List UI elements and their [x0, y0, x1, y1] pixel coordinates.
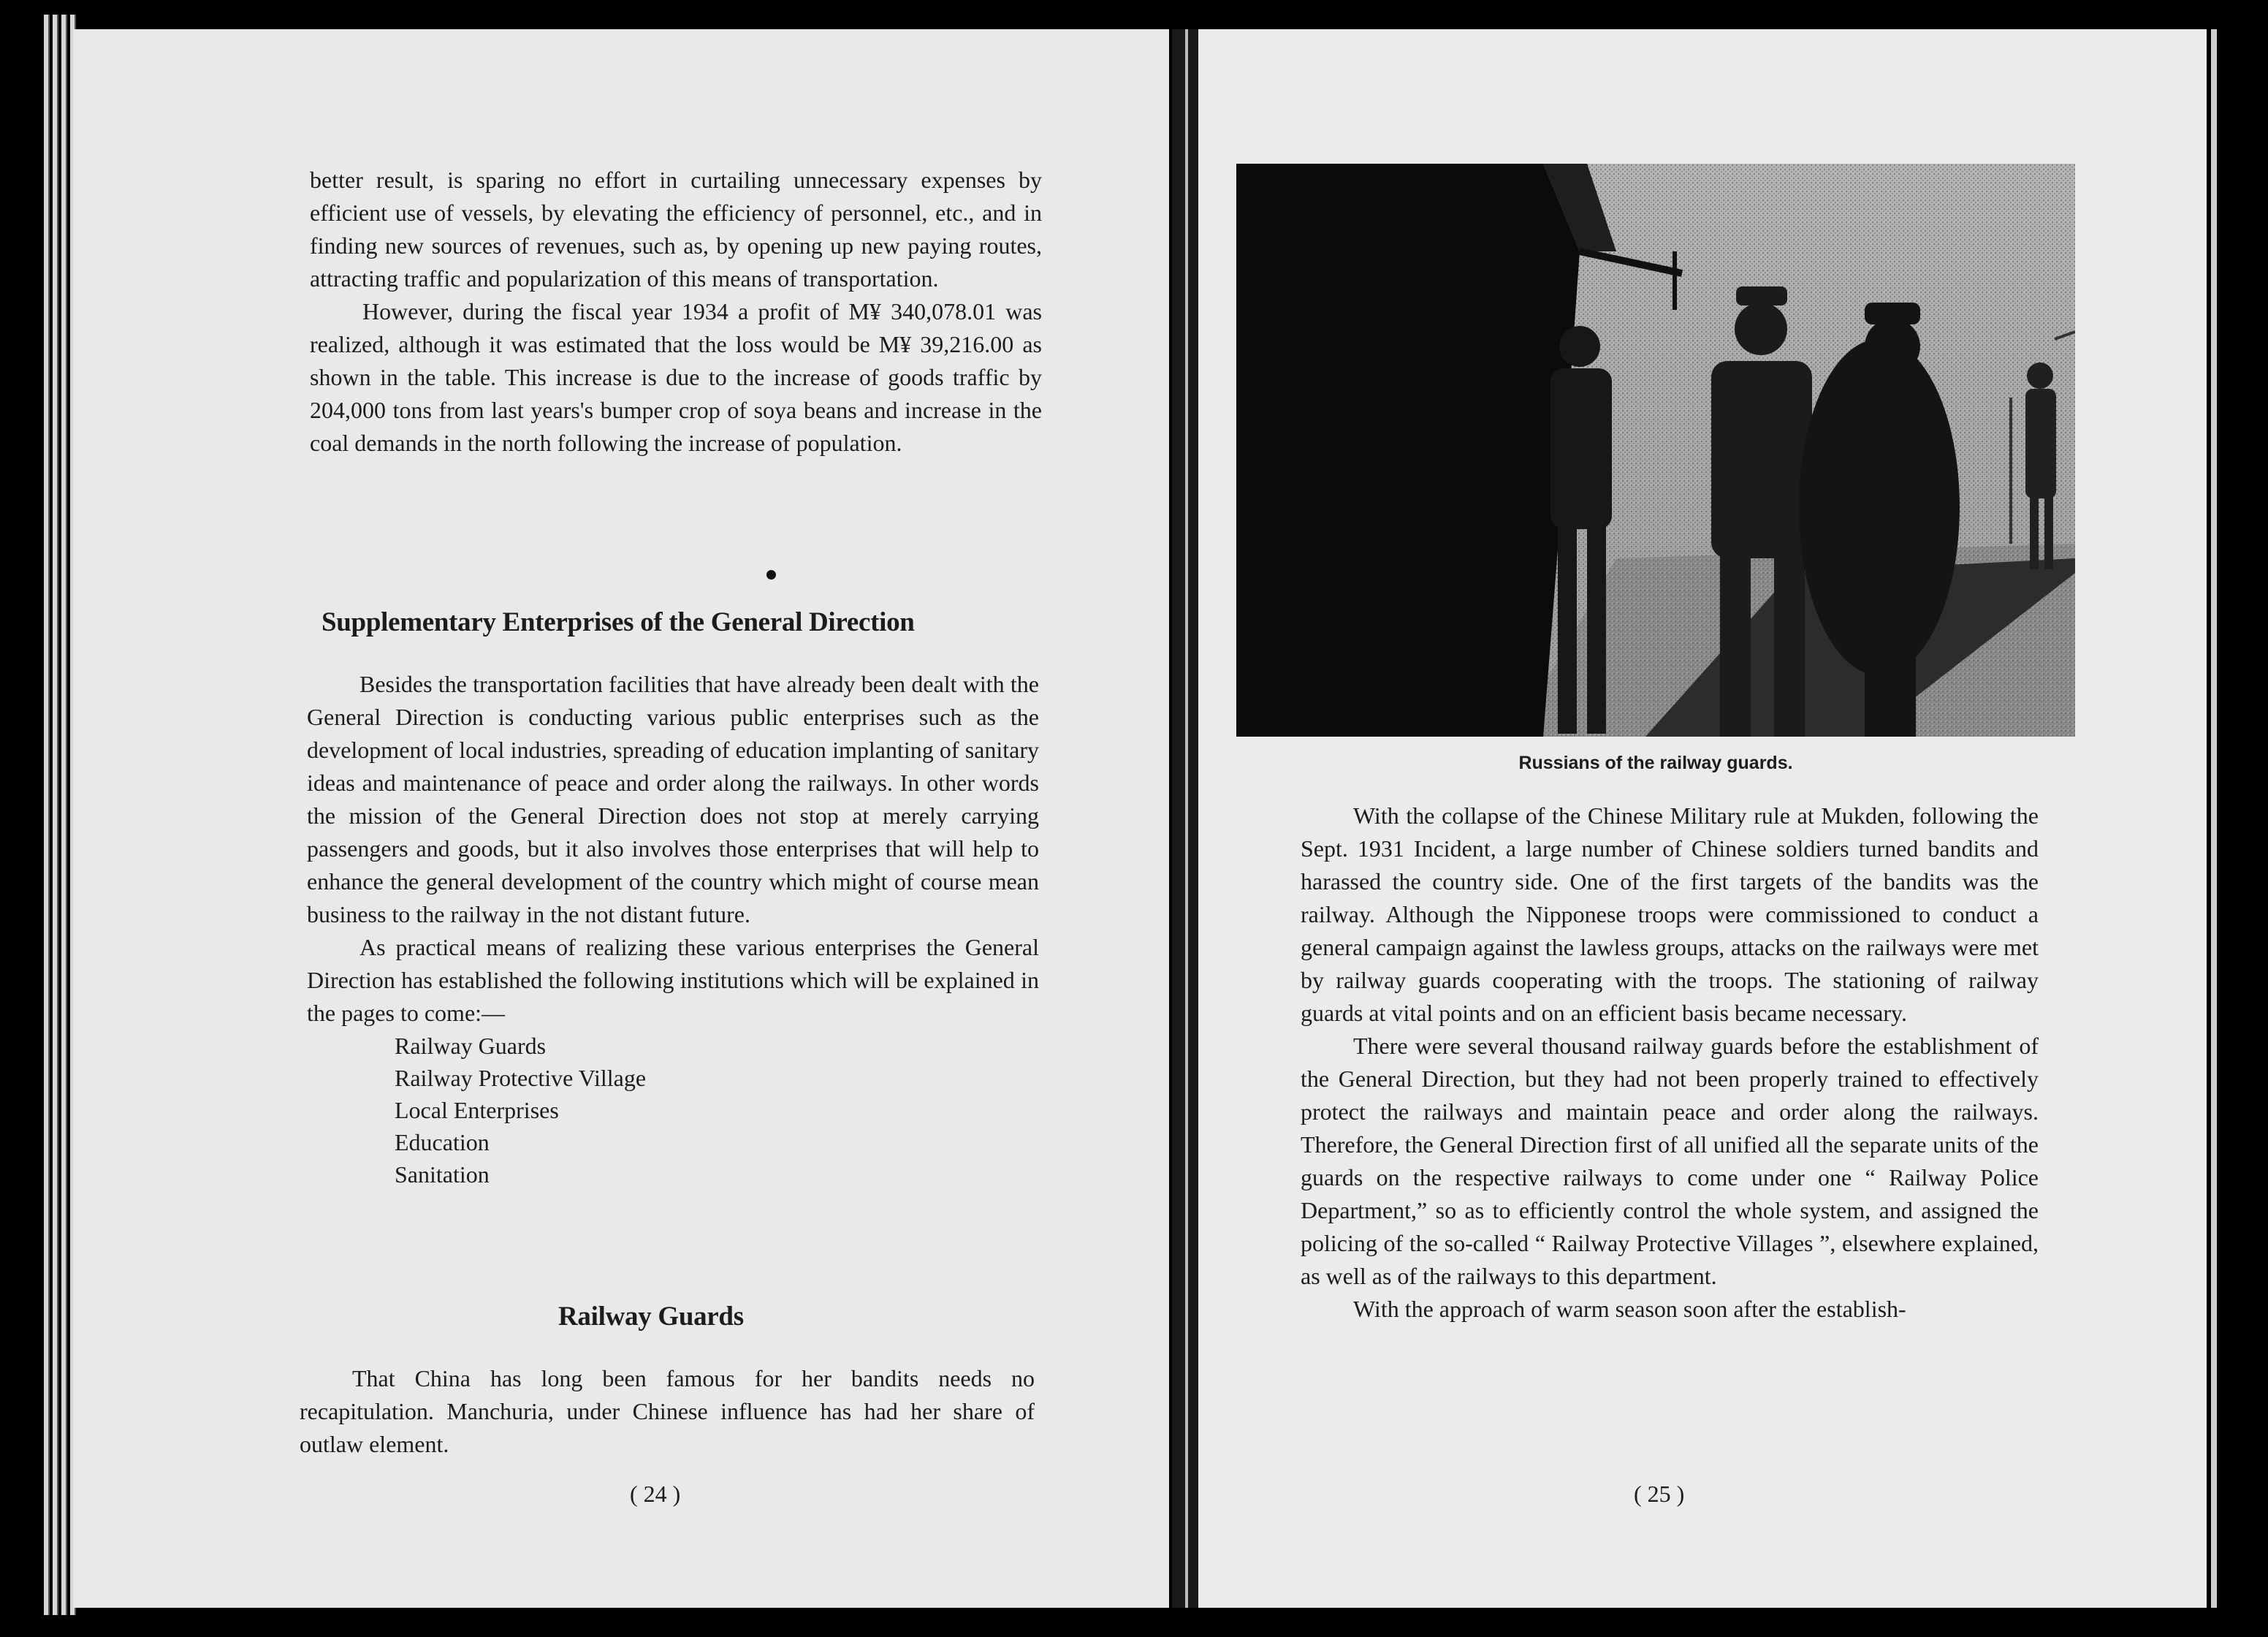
- section-divider-dot: [766, 570, 776, 580]
- left-paragraph-4: As practical means of realizing these various enterprises the General Direction has established the following institutions which will be explained in the pages to come:—: [307, 934, 1039, 1026]
- page-number-right: ( 25 ): [1634, 1481, 1685, 1507]
- page-number-left: ( 24 ): [630, 1481, 681, 1507]
- right-paragraph-3: With the approach of warm season soon after the establish-: [1353, 1296, 1906, 1322]
- gutter-line: [1185, 29, 1188, 1608]
- list-item: Education: [395, 1129, 490, 1155]
- list-item: Railway Protective Village: [395, 1065, 647, 1091]
- right-paragraph-2: There were several thousand railway guards before the establishment of the General Direction, but they had not been properly trained to effectively protect the railways and maintain peace and order along the railways. Therefore, the General Direction first of all unified all the separate units of the guards on the respective railways to come under one “ Railway Police Department,” so as to efficiently control the whole system, and assigned the policing of the so-called “ Railway Protective Villages ”, elsewhere explained, as well as of the railways to this department.: [1301, 1033, 2039, 1289]
- section-heading-supplementary: Supplementary Enterprises of the General Direction: [321, 607, 915, 637]
- left-text-top: [310, 164, 1042, 460]
- left-text-bottom: [300, 1362, 1035, 1461]
- list-item: Sanitation: [395, 1161, 490, 1188]
- photo-illustration: [1236, 164, 2075, 737]
- left-text-middle: [307, 668, 1039, 1190]
- left-paragraph-5: That China has long been famous for her bandits needs no recapitulation. Manchuria, under Chinese influence has had her share of outlaw element.: [300, 1365, 1035, 1457]
- left-paragraph-3: Besides the transportation facilities that have already been dealt with the General Direction is conducting various public enterprises such as the development of local industries, spreading of education implanting of sanitary ideas and maintenance of peace and order along the railways. In other words the mission of the General Direction does not stop at merely carrying passengers and goods, but it also involves those enterprises that will help to enhance the general development of the country which might of course mean business to the railway in the not distant future.: [307, 671, 1039, 927]
- left-paragraph-2: However, during the fiscal year 1934 a profit of M¥ 340,078.01 was realized, although it was estimated that the loss would be M¥ 39,216.00 as shown in the table. This increase is due to the increase of goods traffic by 204,000 tons from last years's bumper crop of soya beans and increase in the coal demands in the north following the increase of population.: [310, 298, 1042, 456]
- page-edge-right: [2211, 29, 2217, 1608]
- page-edge: [53, 15, 58, 1615]
- photo-railway-guards: [1236, 164, 2075, 737]
- list-item: Railway Guards: [395, 1033, 547, 1059]
- page-edge: [44, 15, 50, 1615]
- section-heading-railway-guards: Railway Guards: [558, 1302, 744, 1332]
- right-text: [1301, 799, 2039, 1326]
- right-paragraph-1: With the collapse of the Chinese Military rule at Mukden, following the Sept. 1931 Incident, a large number of Chinese soldiers turned bandits and harassed the country side. One of the first targets of the bandits was the railway. Although the Nipponese troops were commissioned to conduct a general campaign against the lawless groups, attacks on the railways were met by railway guards cooperating with the troops. The stationing of railway guards at vital points and on an efficient basis became necessary.: [1301, 802, 2039, 1026]
- list-item: Local Enterprises: [395, 1097, 559, 1123]
- photo-caption: Russians of the railway guards.: [1518, 753, 1793, 773]
- institution-list: [307, 1030, 1039, 1190]
- page-edge: [61, 15, 67, 1615]
- left-paragraph-1: better result, is sparing no effort in curtailing unnecessary expenses by efficient use of vessels, by elevating the efficiency of personnel, etc., and in finding new sources of revenues, such as, by opening up new paying routes, attracting traffic and popularization of this means of transportation.: [310, 167, 1042, 292]
